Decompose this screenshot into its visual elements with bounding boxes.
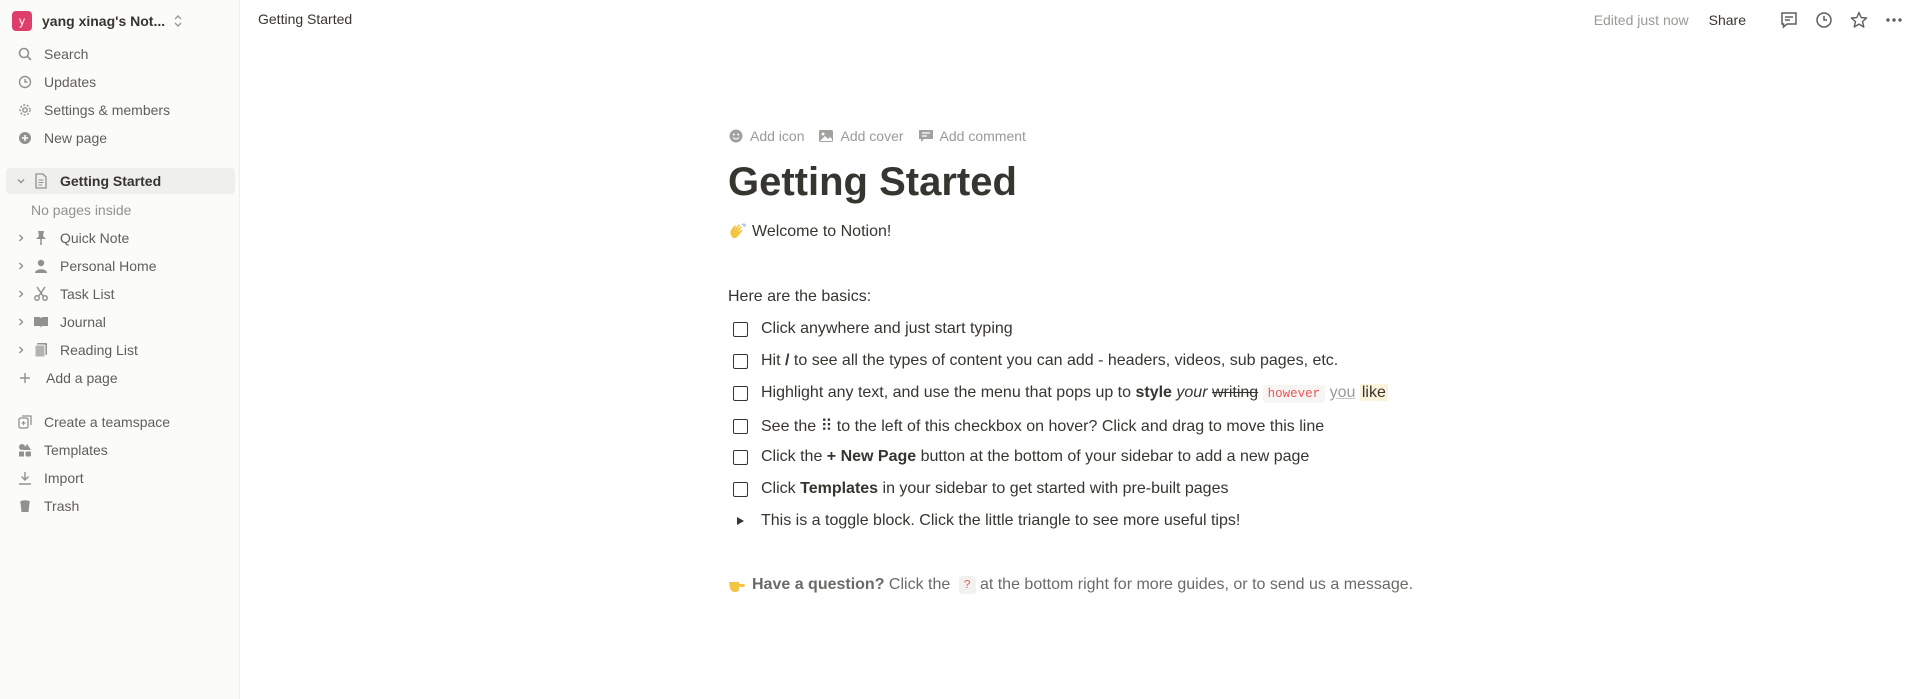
triangle-right-icon[interactable] xyxy=(734,515,746,527)
share-button[interactable]: Share xyxy=(1708,12,1746,28)
todo-checkbox[interactable] xyxy=(733,450,748,465)
add-comment-label: Add comment xyxy=(939,128,1026,144)
text-run: to see all the types of content you can add - headers, videos, sub pages, etc. xyxy=(789,352,1339,369)
bold-text: + New Page xyxy=(826,448,917,465)
edited-status: Edited just now xyxy=(1593,12,1689,28)
gear-icon xyxy=(16,101,34,119)
chevron-right-icon[interactable] xyxy=(14,231,28,245)
download-icon xyxy=(16,469,34,487)
inline-code: however xyxy=(1263,385,1326,403)
document-icon xyxy=(32,172,50,190)
text-run: Click the xyxy=(761,448,827,465)
todo-item[interactable] xyxy=(728,384,1388,402)
italic-text: your xyxy=(1176,384,1208,401)
sidebar-page-personal-home[interactable] xyxy=(6,253,235,279)
smiley-icon xyxy=(728,128,744,144)
chevron-right-icon[interactable] xyxy=(14,287,28,301)
todo-checkbox[interactable] xyxy=(733,482,748,497)
sidebar-item-label: Import xyxy=(44,470,84,486)
sidebar-item-label: New page xyxy=(44,130,108,146)
sidebar-page-quick-note[interactable] xyxy=(6,225,235,251)
question-bold: Have a question? xyxy=(752,576,885,593)
question-text: at the bottom right for more guides, or to send us a message. xyxy=(979,576,1414,593)
sidebar-item-templates[interactable] xyxy=(6,437,235,463)
workspace-avatar: y xyxy=(12,11,32,31)
todo-text xyxy=(761,480,1228,498)
add-icon-label: Add icon xyxy=(750,128,805,144)
empty-subpages-note: No pages inside xyxy=(31,202,132,218)
text-run: Hit xyxy=(761,352,785,369)
books-icon xyxy=(32,341,50,359)
sidebar-item-label: Templates xyxy=(44,442,108,458)
basics-line[interactable] xyxy=(728,288,871,306)
add-comment-button[interactable] xyxy=(918,128,1026,144)
teamspace-icon xyxy=(16,413,34,431)
book-icon xyxy=(32,313,50,331)
todo-text xyxy=(761,448,1309,466)
sidebar-item-label: Journal xyxy=(60,314,106,330)
history-icon[interactable] xyxy=(1814,10,1834,30)
chevron-right-icon[interactable] xyxy=(14,343,28,357)
comment-icon[interactable] xyxy=(1779,10,1799,30)
todo-item[interactable] xyxy=(728,448,1309,466)
clock-icon xyxy=(16,73,34,91)
todo-item[interactable] xyxy=(728,352,1338,370)
todo-text xyxy=(761,384,1388,402)
toggle-text: This is a toggle block. Click the little triangle to see more useful tips! xyxy=(761,512,1241,529)
todo-checkbox[interactable] xyxy=(733,354,748,369)
workspace-switcher[interactable] xyxy=(12,10,183,32)
pin-icon xyxy=(32,229,50,247)
chevron-right-icon[interactable] xyxy=(14,315,28,329)
chevron-right-icon[interactable] xyxy=(14,259,28,273)
todo-text xyxy=(761,352,1338,370)
chevron-updown-icon xyxy=(173,14,183,28)
sidebar-add-page[interactable] xyxy=(6,365,235,391)
slash-key: / xyxy=(785,352,790,369)
bold-text: Templates xyxy=(800,480,879,497)
sidebar-item-label: Task List xyxy=(60,286,115,302)
search-icon xyxy=(16,45,34,63)
workspace-name: yang xinag's Not... xyxy=(42,13,166,29)
plus-icon xyxy=(16,369,34,387)
image-icon xyxy=(818,128,834,144)
more-icon[interactable] xyxy=(1884,10,1904,30)
star-icon[interactable] xyxy=(1849,10,1869,30)
help-mark: ? xyxy=(959,576,976,594)
sidebar-item-create-teamspace[interactable] xyxy=(6,409,235,435)
question-text: Click the xyxy=(884,576,955,593)
sidebar-page-task-list[interactable] xyxy=(6,281,235,307)
welcome-text: Welcome to Notion! xyxy=(752,223,892,240)
plus-circle-icon xyxy=(16,129,34,147)
sidebar-page-journal[interactable] xyxy=(6,309,235,335)
bold-text: style xyxy=(1135,384,1172,401)
sidebar-item-trash[interactable] xyxy=(6,493,235,519)
page-title[interactable]: Getting Started xyxy=(728,160,1017,204)
scissors-icon xyxy=(32,285,50,303)
topbar xyxy=(240,0,1916,40)
sidebar-page-getting-started[interactable] xyxy=(6,168,235,194)
page-actions xyxy=(728,128,1040,144)
text-run: to the left of this checkbox on hover? Click and drag to move this line xyxy=(832,418,1325,435)
add-cover-button[interactable] xyxy=(818,128,903,144)
todo-checkbox[interactable] xyxy=(733,322,748,337)
person-icon xyxy=(32,257,50,275)
todo-checkbox[interactable] xyxy=(733,386,748,401)
breadcrumb[interactable]: Getting Started xyxy=(258,11,353,27)
basics-text: Here are the basics: xyxy=(728,288,872,305)
chevron-down-icon[interactable] xyxy=(14,174,28,188)
text-run: Click xyxy=(761,480,801,497)
sidebar-item-search[interactable] xyxy=(6,41,235,67)
todo-text xyxy=(761,416,1324,436)
sidebar-item-label: Personal Home xyxy=(60,258,157,274)
sidebar-item-label: Reading List xyxy=(60,342,138,358)
text-run: button at the bottom of your sidebar to add a new page xyxy=(916,448,1310,465)
sidebar-item-settings[interactable] xyxy=(6,97,235,123)
sidebar-page-reading-list[interactable] xyxy=(6,337,235,363)
text-run: in your sidebar to get started with pre-built pages xyxy=(878,480,1229,497)
add-cover-label: Add cover xyxy=(840,128,904,144)
todo-item[interactable] xyxy=(728,480,1228,498)
sidebar-item-label: Add a page xyxy=(46,370,118,386)
pointing-hand-icon xyxy=(728,576,746,594)
todo-item[interactable] xyxy=(728,416,1324,436)
add-icon-button[interactable] xyxy=(728,128,804,144)
sidebar-item-label: Settings & members xyxy=(44,102,171,118)
sidebar-item-label: Updates xyxy=(44,74,97,90)
underlined-text: you xyxy=(1329,384,1356,401)
sidebar-item-new-page[interactable] xyxy=(6,125,235,151)
question-callout[interactable] xyxy=(728,576,1413,594)
drag-handle-glyph: ⠿ xyxy=(820,418,833,435)
sidebar-item-import[interactable] xyxy=(6,465,235,491)
sidebar-item-label: Quick Note xyxy=(60,230,130,246)
trash-icon xyxy=(16,497,34,515)
waving-hand-icon xyxy=(728,223,746,241)
sidebar-item-updates[interactable] xyxy=(6,69,235,95)
sidebar-item-label: Getting Started xyxy=(60,173,162,189)
sidebar xyxy=(0,0,240,699)
templates-icon xyxy=(16,441,34,459)
sidebar-item-label: Create a teamspace xyxy=(44,414,171,430)
todo-checkbox[interactable] xyxy=(733,419,748,434)
sidebar-item-label: Search xyxy=(44,46,89,62)
comment-bubble-icon xyxy=(918,128,934,144)
todo-item[interactable] xyxy=(728,320,1013,338)
toggle-block[interactable] xyxy=(728,512,1240,530)
sidebar-item-label: Trash xyxy=(44,498,80,514)
topbar-actions xyxy=(1594,8,1904,32)
highlighted-text: like xyxy=(1361,384,1386,401)
strikethrough-text: writing xyxy=(1211,384,1259,401)
todo-text: Click anywhere and just start typing xyxy=(761,320,1013,337)
text-run: Highlight any text, and use the menu that pops up to xyxy=(761,384,1136,401)
welcome-line[interactable] xyxy=(728,223,891,241)
text-run: See the xyxy=(761,418,821,435)
